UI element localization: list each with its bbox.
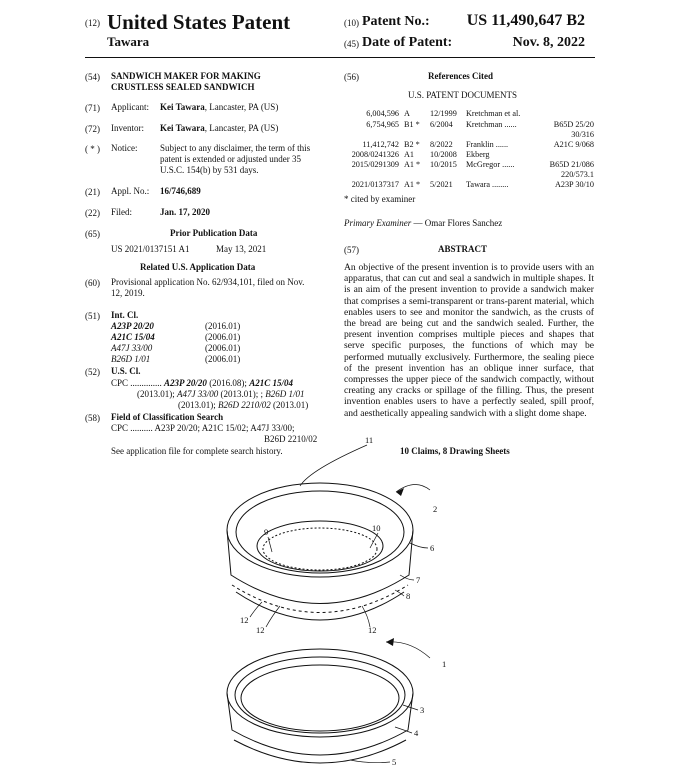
ref-numeral: 5 — [392, 757, 397, 767]
us-cl-y4: (2013.01); — [178, 400, 218, 410]
int-cl-year-2: (2006.01) — [205, 332, 241, 342]
applicant-label: Applicant: — [111, 102, 149, 112]
ref-date: 5/2021 — [430, 180, 453, 189]
int-cl-code-1: A23P 20/20 — [111, 321, 154, 331]
ref-date: 8/2022 — [430, 140, 453, 149]
ref-name: Kretchman ...... — [466, 120, 517, 129]
inventor-surname: Tawara — [107, 34, 150, 49]
ref-kind: A1 * — [404, 160, 421, 169]
us-cl-y2: (2013.01); — [137, 389, 177, 399]
arrowheads — [386, 488, 404, 646]
ref-name: McGregor ...... — [466, 160, 515, 169]
field-search-cpc: CPC — [111, 423, 129, 433]
us-cl-c2: A21C 15/04 — [249, 378, 293, 388]
ref-name: Tawara ........ — [466, 180, 509, 189]
code-22: (22) — [85, 208, 100, 218]
field-search-note: See application file for complete search history. — [111, 446, 283, 456]
us-cl-c1: A23P 20/20 — [164, 378, 207, 388]
ref-number: 11,412,742 — [362, 140, 399, 149]
int-cl-year-1: (2016.01) — [205, 321, 241, 331]
us-cl-c5: B26D 2210/02 — [218, 400, 271, 410]
filed-date: Jan. 17, 2020 — [160, 207, 211, 217]
prior-pub-heading: Prior Publication Data — [170, 228, 258, 238]
ref-numeral: 9 — [264, 527, 269, 537]
ref-number: 2021/0137317 — [351, 180, 399, 189]
code-71: (71) — [85, 103, 100, 113]
code-72: (72) — [85, 124, 100, 134]
code-58: (58) — [85, 413, 100, 423]
ref-kind: B2 * — [404, 140, 420, 149]
us-patent-docs-heading: U.S. PATENT DOCUMENTS — [408, 90, 518, 100]
code-21: (21) — [85, 187, 100, 197]
ref-date: 10/2015 — [430, 160, 457, 169]
lower-inner-surface — [241, 665, 399, 731]
provisional-line-2: 12, 2019. — [111, 288, 145, 298]
notice-line-2: patent is extended or adjusted under 35 — [160, 154, 301, 164]
notice-line-1: Subject to any disclaimer, the term of this — [160, 143, 311, 153]
upper-serrated-edge — [232, 585, 411, 613]
code-60: (60) — [85, 278, 100, 288]
ref-numeral: 6 — [430, 543, 435, 553]
ref-kind: A1 * — [404, 180, 421, 189]
ref-date: 6/2004 — [430, 120, 453, 129]
ref-number: 6,004,596 — [366, 109, 399, 118]
ref-class: B65D 21/086 — [549, 160, 594, 169]
ref-kind: A1 — [404, 150, 415, 159]
related-heading: Related U.S. Application Data — [140, 262, 256, 272]
filed-label: Filed: — [111, 207, 133, 217]
applicant-location: , Lancaster, PA (US) — [204, 102, 279, 112]
field-search-line-1: CPC .......... A23P 20/20; A21C 15/02; A47J 33/00; — [111, 423, 295, 433]
ref-numeral: 2 — [433, 504, 438, 514]
ref-date: 12/1999 — [430, 109, 457, 118]
code-10: (10) — [344, 18, 359, 28]
leader-lines — [250, 445, 430, 763]
ref-numeral: 4 — [414, 728, 419, 738]
ref-numeral: 1 — [442, 659, 447, 669]
code-notice: ( * ) — [85, 144, 100, 154]
int-cl-code-3: A47J 33/00 — [111, 343, 153, 353]
invention-title-1: SANDWICH MAKER FOR MAKING — [111, 71, 261, 81]
inventor-location: , Lancaster, PA (US) — [204, 123, 279, 133]
ref-numeral: 8 — [406, 591, 411, 601]
ref-date: 10/2008 — [430, 150, 457, 159]
int-cl-label: Int. Cl. — [111, 310, 139, 320]
provisional-line-1: Provisional application No. 62/934,101, filed on Nov. — [111, 277, 305, 287]
code-54: (54) — [85, 72, 100, 82]
us-cl-y5: (2013.01) — [270, 400, 309, 410]
lower-rim-inner — [235, 657, 405, 733]
upper-outer-rim — [227, 483, 413, 577]
ref-class: A21C 9/068 — [553, 140, 594, 149]
upper-bottom-edge — [236, 592, 404, 620]
references-heading: References Cited — [428, 71, 494, 81]
date-label: Date of Patent: — [362, 35, 453, 50]
examiner-label: Primary Examiner — [344, 218, 412, 228]
abstract-text: An objective of the present invention is to provide users with an apparatus, that can cut and seal a sandwich in multiple shapes. It is an aim of the present invention to provide a sandwich maker that comprises a semi-transparent or trans-parent material, which enables users to see and monitor the sandwich, as the crusts of the bread are being cut and the sandwich sealed. Further, the present invention comprises multiple pieces and shapes that serve specific purposes, the functions of which may be performed mutually exclusively. Furthermore, the sealing piece of the present invention has an oblique inner surface, that compresses the upper piece of the sandwich compactly, without creating any cracks or spillage of the filling. Thus, the present invention enables users to have a perfectly sealed, spill proof, and aesthetically appealing sandwich with a slight dome shape. — [344, 262, 594, 419]
prior-pub-number: US 2021/0137151 A1 — [111, 244, 190, 254]
ref-numeral: 3 — [420, 705, 425, 715]
inventor-name: Kei Tawara — [160, 123, 205, 133]
appl-no: 16/746,689 — [160, 186, 201, 196]
applicant-name: Kei Tawara — [160, 102, 205, 112]
us-cl-line-2: (2013.01); A47J 33/00 (2013.01); ; B26D 1/01 — [137, 389, 305, 399]
ref-name: Franklin ...... — [466, 140, 509, 149]
patent-title: United States Patent — [107, 10, 291, 34]
code-56: (56) — [344, 72, 359, 82]
upper-side-wall — [227, 530, 413, 604]
ref-class-cont: 30/316 — [571, 130, 594, 139]
ref-name: Kretchman et al. — [466, 109, 521, 118]
notice-line-3: U.S.C. 154(b) by 531 days. — [160, 165, 259, 175]
us-cl-line-1: CPC .............. A23P 20/20 (2016.08); A21C 15/04 — [111, 378, 293, 388]
int-cl-year-4: (2006.01) — [205, 354, 241, 364]
patent-date: Nov. 8, 2022 — [512, 35, 585, 50]
us-cl-y1: (2016.08); — [206, 378, 250, 388]
patent-no-label: Patent No.: — [362, 14, 430, 29]
lower-outer-rim — [227, 649, 413, 737]
ref-numeral: 10 — [372, 523, 381, 533]
code-51: (51) — [85, 311, 100, 321]
code-45: (45) — [344, 39, 359, 49]
int-cl-year-3: (2006.01) — [205, 343, 241, 353]
upper-inner-teeth — [263, 528, 377, 570]
int-cl-code-2: A21C 15/04 — [111, 332, 155, 342]
code-52: (52) — [85, 367, 100, 377]
ref-class-cont: 220/573.1 — [561, 170, 594, 179]
ref-number: 2008/0241326 — [351, 150, 399, 159]
upper-piece — [227, 483, 413, 620]
code-12: (12) — [85, 18, 100, 28]
notice-label: Notice: — [111, 143, 138, 153]
abstract-heading: ABSTRACT — [438, 244, 488, 254]
field-search-line-2: B26D 2210/02 — [264, 434, 318, 444]
ref-numeral: 12 — [240, 615, 249, 625]
code-57: (57) — [344, 245, 359, 255]
ref-numeral: 7 — [416, 575, 421, 585]
us-cl-c3: A47J 33/00 — [177, 389, 219, 399]
lower-piece — [227, 649, 413, 763]
patent-number: US 11,490,647 B2 — [466, 12, 585, 29]
prior-pub-date: May 13, 2021 — [216, 244, 267, 254]
ref-number: 2015/0291309 — [351, 160, 399, 169]
cited-note: * cited by examiner — [344, 194, 416, 204]
examiner-name: — Omar Flores Sanchez — [411, 218, 503, 228]
claims-sheets: 10 Claims, 8 Drawing Sheets — [400, 446, 510, 456]
inventor-label: Inventor: — [111, 123, 144, 133]
us-cl-label: U.S. Cl. — [111, 366, 141, 376]
ref-kind: A — [404, 109, 410, 118]
ref-number: 6,754,965 — [366, 120, 399, 129]
ref-class: B65D 25/20 — [553, 120, 594, 129]
int-cl-code-4: B26D 1/01 — [111, 354, 151, 364]
ref-numeral: 11 — [365, 435, 374, 445]
us-cl-cpc: CPC — [111, 378, 129, 388]
us-cl-y3: (2013.01); — [218, 389, 261, 399]
field-search-label: Field of Classification Search — [111, 412, 224, 422]
ref-numeral: 12 — [368, 625, 377, 635]
field-search-classes: A23P 20/20; A21C 15/02; A47J 33/00; — [154, 423, 295, 433]
code-65: (65) — [85, 229, 100, 239]
ref-name: Ekberg — [466, 150, 490, 159]
ref-numeral: 12 — [256, 625, 265, 635]
ref-class: A23P 30/10 — [554, 180, 594, 189]
us-cl-c4: B26D 1/01 — [265, 389, 305, 399]
invention-title-2: CRUSTLESS SEALED SANDWICH — [111, 82, 255, 92]
ref-kind: B1 * — [404, 120, 420, 129]
appl-no-label: Appl. No.: — [111, 186, 150, 196]
